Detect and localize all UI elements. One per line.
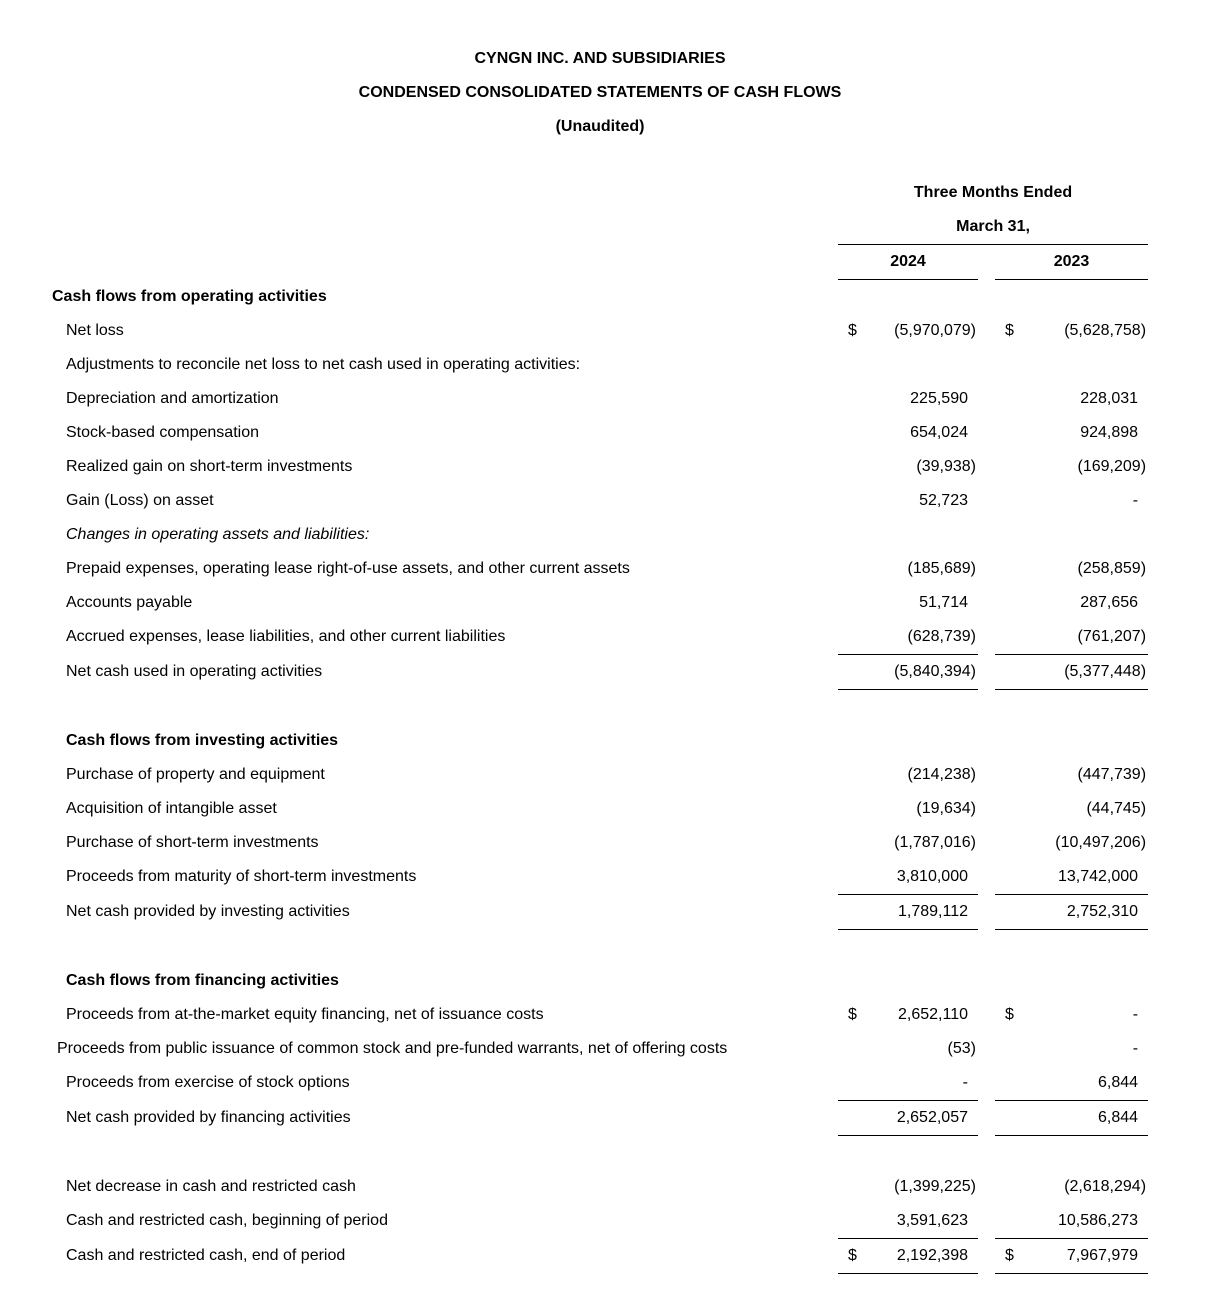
amount-2023 (1021, 280, 1148, 315)
amount-2023: 10,586,273 (1021, 1204, 1148, 1239)
currency-symbol-2023 (995, 860, 1021, 895)
statement-row (52, 450, 1148, 484)
amount-2024: (53) (947, 1040, 976, 1057)
amount-2024: 1,789,112 (864, 895, 978, 930)
currency-symbol-2023 (995, 1032, 1021, 1066)
column-gap (978, 586, 995, 620)
column-gap (978, 655, 995, 690)
currency-symbol-2023 (995, 518, 1021, 552)
row-label: Net cash provided by investing activities (66, 903, 350, 920)
column-gap (978, 792, 995, 826)
amount-2023 (1021, 724, 1148, 758)
amount-2024 (864, 280, 978, 315)
statement-rows (52, 280, 1148, 1274)
amount-2023: 228,031 (1080, 390, 1139, 407)
currency-symbol-2023 (995, 964, 1021, 998)
spacer-row (52, 690, 1148, 725)
currency-symbol-2024 (838, 348, 864, 382)
statement-row (52, 1239, 1148, 1274)
row-label: Acquisition of intangible asset (66, 800, 277, 817)
column-gap (978, 416, 995, 450)
currency-symbol-2023 (995, 826, 1021, 860)
currency-symbol-2023 (995, 450, 1021, 484)
currency-symbol-2024 (838, 826, 864, 860)
statement-title: CONDENSED CONSOLIDATED STATEMENTS OF CASH FLOWS (358, 84, 842, 101)
statement-row (52, 1066, 1148, 1101)
currency-symbol-2024 (838, 450, 864, 484)
currency-symbol-2024: $ (848, 1006, 857, 1023)
currency-symbol-2023: $ (1005, 1006, 1014, 1023)
currency-symbol-2023: $ (995, 1239, 1021, 1274)
currency-symbol-2024 (838, 1032, 864, 1066)
amount-2023: (5,377,448) (1021, 655, 1148, 690)
amount-2023: 13,742,000 (1021, 860, 1148, 895)
currency-symbol-2023 (995, 1170, 1021, 1204)
row-label: Cash flows from operating activities (52, 287, 327, 305)
row-label: Cash and restricted cash, beginning of period (66, 1212, 388, 1230)
statement-row (52, 1204, 1148, 1239)
amount-2023: 6,844 (1021, 1101, 1148, 1136)
column-gap (978, 1204, 995, 1239)
statement-row (52, 792, 1148, 826)
statement-row (52, 484, 1148, 518)
currency-symbol-2023 (995, 895, 1021, 930)
currency-symbol-2023 (995, 620, 1021, 655)
currency-symbol-2023 (995, 1101, 1021, 1136)
row-label: Accounts payable (66, 594, 193, 611)
column-gap (978, 348, 995, 382)
currency-symbol-2024 (838, 964, 864, 998)
year-header-row (52, 245, 1148, 280)
amount-2024 (864, 518, 978, 552)
row-label: Proceeds from public issuance of common stock and pre-funded warrants, net of offering costs (57, 1040, 728, 1057)
spacer-row (52, 1136, 1148, 1171)
row-label: Net decrease in cash and restricted cash (66, 1178, 356, 1195)
currency-symbol-2024 (838, 280, 864, 315)
currency-symbol-2024 (838, 1204, 864, 1239)
row-label: Proceeds from at-the-market equity financing, net of issuance costs (66, 1006, 544, 1023)
company-name: CYNGN INC. AND SUBSIDIARIES (474, 50, 726, 67)
currency-symbol-2023 (995, 552, 1021, 586)
spacer-cell (52, 690, 1148, 725)
currency-symbol-2023: $ (1005, 322, 1014, 339)
amount-2024 (864, 964, 978, 998)
statement-row (52, 382, 1148, 416)
unaudited-note: (Unaudited) (555, 118, 645, 135)
amount-2024: (628,739) (864, 620, 978, 655)
spacer-cell (52, 930, 1148, 965)
amount-2024: 3,810,000 (864, 860, 978, 895)
column-gap (978, 1239, 995, 1274)
column-gap (978, 826, 995, 860)
row-label: Prepaid expenses, operating lease right-of-use assets, and other current assets (66, 560, 630, 577)
empty-cell (52, 245, 838, 280)
statement-row (52, 552, 1148, 586)
currency-symbol-2023 (995, 586, 1021, 620)
spacer-cell (52, 1136, 1148, 1171)
column-gap (978, 964, 995, 998)
amount-2024 (864, 724, 978, 758)
amount-2023: (2,618,294) (1064, 1178, 1147, 1195)
amount-2024: 2,652,057 (864, 1101, 978, 1136)
currency-symbol-2024 (838, 484, 864, 518)
amount-2024 (864, 348, 978, 382)
amount-2024: (19,634) (916, 800, 976, 817)
amount-2024: 2,192,398 (864, 1239, 978, 1274)
statement-row (52, 998, 1148, 1032)
row-label: Cash flows from financing activities (66, 972, 339, 989)
amount-2023: 2,752,310 (1021, 895, 1148, 930)
currency-symbol-2024 (838, 586, 864, 620)
amount-2023 (1021, 348, 1148, 382)
period-header: Three Months Ended (913, 184, 1073, 201)
statement-row (52, 620, 1148, 655)
row-label: Net cash provided by financing activities (66, 1109, 351, 1126)
currency-symbol-2024: $ (848, 322, 857, 339)
amount-2024: (39,938) (916, 458, 976, 475)
amount-2023: (44,745) (1086, 800, 1147, 817)
year-header-2024: 2024 (838, 245, 978, 280)
period-header-row (52, 176, 1148, 210)
currency-symbol-2024 (838, 724, 864, 758)
amount-2024: 654,024 (910, 424, 968, 441)
currency-symbol-2023 (995, 758, 1021, 792)
currency-symbol-2024 (838, 655, 864, 690)
column-gap (978, 1032, 995, 1066)
column-gap (978, 245, 995, 280)
amount-2023: (10,497,206) (1055, 834, 1147, 851)
currency-symbol-2024 (838, 416, 864, 450)
currency-symbol-2024 (838, 518, 864, 552)
amount-2023: 6,844 (1021, 1066, 1148, 1101)
statement-row (52, 655, 1148, 690)
empty-cell (52, 176, 838, 210)
amount-2023 (1021, 518, 1148, 552)
row-label: Cash and restricted cash, end of period (66, 1247, 346, 1264)
empty-cell (52, 210, 838, 245)
column-gap (978, 518, 995, 552)
row-label: Depreciation and amortization (66, 390, 279, 407)
currency-symbol-2024 (838, 1101, 864, 1136)
amount-2024: 51,714 (919, 594, 968, 611)
row-label: Realized gain on short-term investments (66, 458, 353, 475)
amount-2024: 2,652,110 (898, 1006, 968, 1023)
amount-2023 (1021, 964, 1148, 998)
row-label: Net loss (66, 322, 124, 339)
statement-row (52, 895, 1148, 930)
row-label: Changes in operating assets and liabilities: (66, 526, 370, 543)
amount-2023: 287,656 (1080, 594, 1139, 611)
statement-row (52, 1170, 1148, 1204)
statement-row (52, 758, 1148, 792)
currency-symbol-2024: $ (838, 1239, 864, 1274)
statement-row (52, 586, 1148, 620)
amount-2024: (214,238) (907, 766, 976, 783)
row-label: Adjustments to reconcile net loss to net cash used in operating activities: (66, 356, 581, 373)
amount-2024: (5,970,079) (894, 322, 976, 339)
amount-2024: (5,840,394) (864, 655, 978, 690)
column-gap (978, 724, 995, 758)
currency-symbol-2023 (995, 280, 1021, 315)
row-label: Proceeds from exercise of stock options (66, 1074, 350, 1092)
column-gap (978, 758, 995, 792)
statement-row (52, 860, 1148, 895)
amount-2023: - (1132, 1040, 1139, 1057)
statement-row (52, 348, 1148, 382)
currency-symbol-2023 (995, 1204, 1021, 1239)
column-gap (978, 895, 995, 930)
currency-symbol-2024 (838, 620, 864, 655)
column-gap (978, 998, 995, 1032)
amount-2023: (258,859) (1077, 560, 1147, 577)
column-gap (978, 484, 995, 518)
row-label: Gain (Loss) on asset (66, 492, 214, 509)
statement-row (52, 518, 1148, 552)
currency-symbol-2023 (995, 484, 1021, 518)
column-gap (978, 1066, 995, 1101)
currency-symbol-2024 (838, 1066, 864, 1101)
currency-symbol-2024 (838, 895, 864, 930)
statement-row (52, 314, 1148, 348)
column-gap (978, 860, 995, 895)
currency-symbol-2024 (838, 382, 864, 416)
currency-symbol-2024 (838, 758, 864, 792)
amount-2023: (5,628,758) (1064, 322, 1147, 339)
currency-symbol-2024 (838, 792, 864, 826)
currency-symbol-2023 (995, 724, 1021, 758)
cash-flow-statement-table (52, 176, 1148, 1274)
amount-2024: 3,591,623 (864, 1204, 978, 1239)
period-subheader-row (52, 210, 1148, 245)
row-label: Accrued expenses, lease liabilities, and other current liabilities (66, 628, 506, 646)
currency-symbol-2023 (995, 348, 1021, 382)
amount-2023: - (1132, 1006, 1139, 1023)
amount-2023: 924,898 (1080, 424, 1139, 441)
row-label: Net cash used in operating activities (66, 663, 323, 680)
column-gap (978, 382, 995, 416)
row-label: Proceeds from maturity of short-term investments (66, 868, 417, 886)
row-label: Purchase of short-term investments (66, 834, 319, 851)
amount-2023: 7,967,979 (1021, 1239, 1148, 1274)
amount-2024: 52,723 (919, 492, 968, 509)
column-gap (978, 314, 995, 348)
amount-2023: (447,739) (1077, 766, 1147, 783)
statement-row (52, 416, 1148, 450)
statement-row (52, 826, 1148, 860)
currency-symbol-2023 (995, 792, 1021, 826)
column-gap (978, 450, 995, 484)
currency-symbol-2023 (995, 1066, 1021, 1101)
statement-row (52, 724, 1148, 758)
statement-row (52, 964, 1148, 998)
row-label: Purchase of property and equipment (66, 766, 325, 783)
row-label: Cash flows from investing activities (66, 732, 339, 749)
currency-symbol-2023 (995, 655, 1021, 690)
currency-symbol-2023 (995, 382, 1021, 416)
amount-2023: (761,207) (1021, 620, 1148, 655)
currency-symbol-2024 (838, 1170, 864, 1204)
document-title-block (52, 42, 1148, 144)
amount-2024: (1,787,016) (894, 834, 976, 851)
period-subheader: March 31, (838, 210, 1148, 245)
statement-row (52, 1032, 1148, 1066)
column-gap (978, 552, 995, 586)
column-gap (978, 280, 995, 315)
currency-symbol-2024 (838, 552, 864, 586)
amount-2024: 225,590 (910, 390, 968, 407)
column-gap (978, 1170, 995, 1204)
amount-2023: - (1132, 492, 1139, 509)
year-header-2023: 2023 (995, 245, 1148, 280)
amount-2023: (169,209) (1077, 458, 1147, 475)
amount-2024: (185,689) (907, 560, 976, 577)
currency-symbol-2023 (995, 416, 1021, 450)
statement-row (52, 280, 1148, 315)
statement-row (52, 1101, 1148, 1136)
amount-2024: - (864, 1066, 978, 1101)
column-gap (978, 620, 995, 655)
spacer-row (52, 930, 1148, 965)
amount-2024: (1,399,225) (894, 1178, 976, 1195)
column-gap (978, 1101, 995, 1136)
currency-symbol-2024 (838, 860, 864, 895)
row-label: Stock-based compensation (66, 424, 259, 441)
